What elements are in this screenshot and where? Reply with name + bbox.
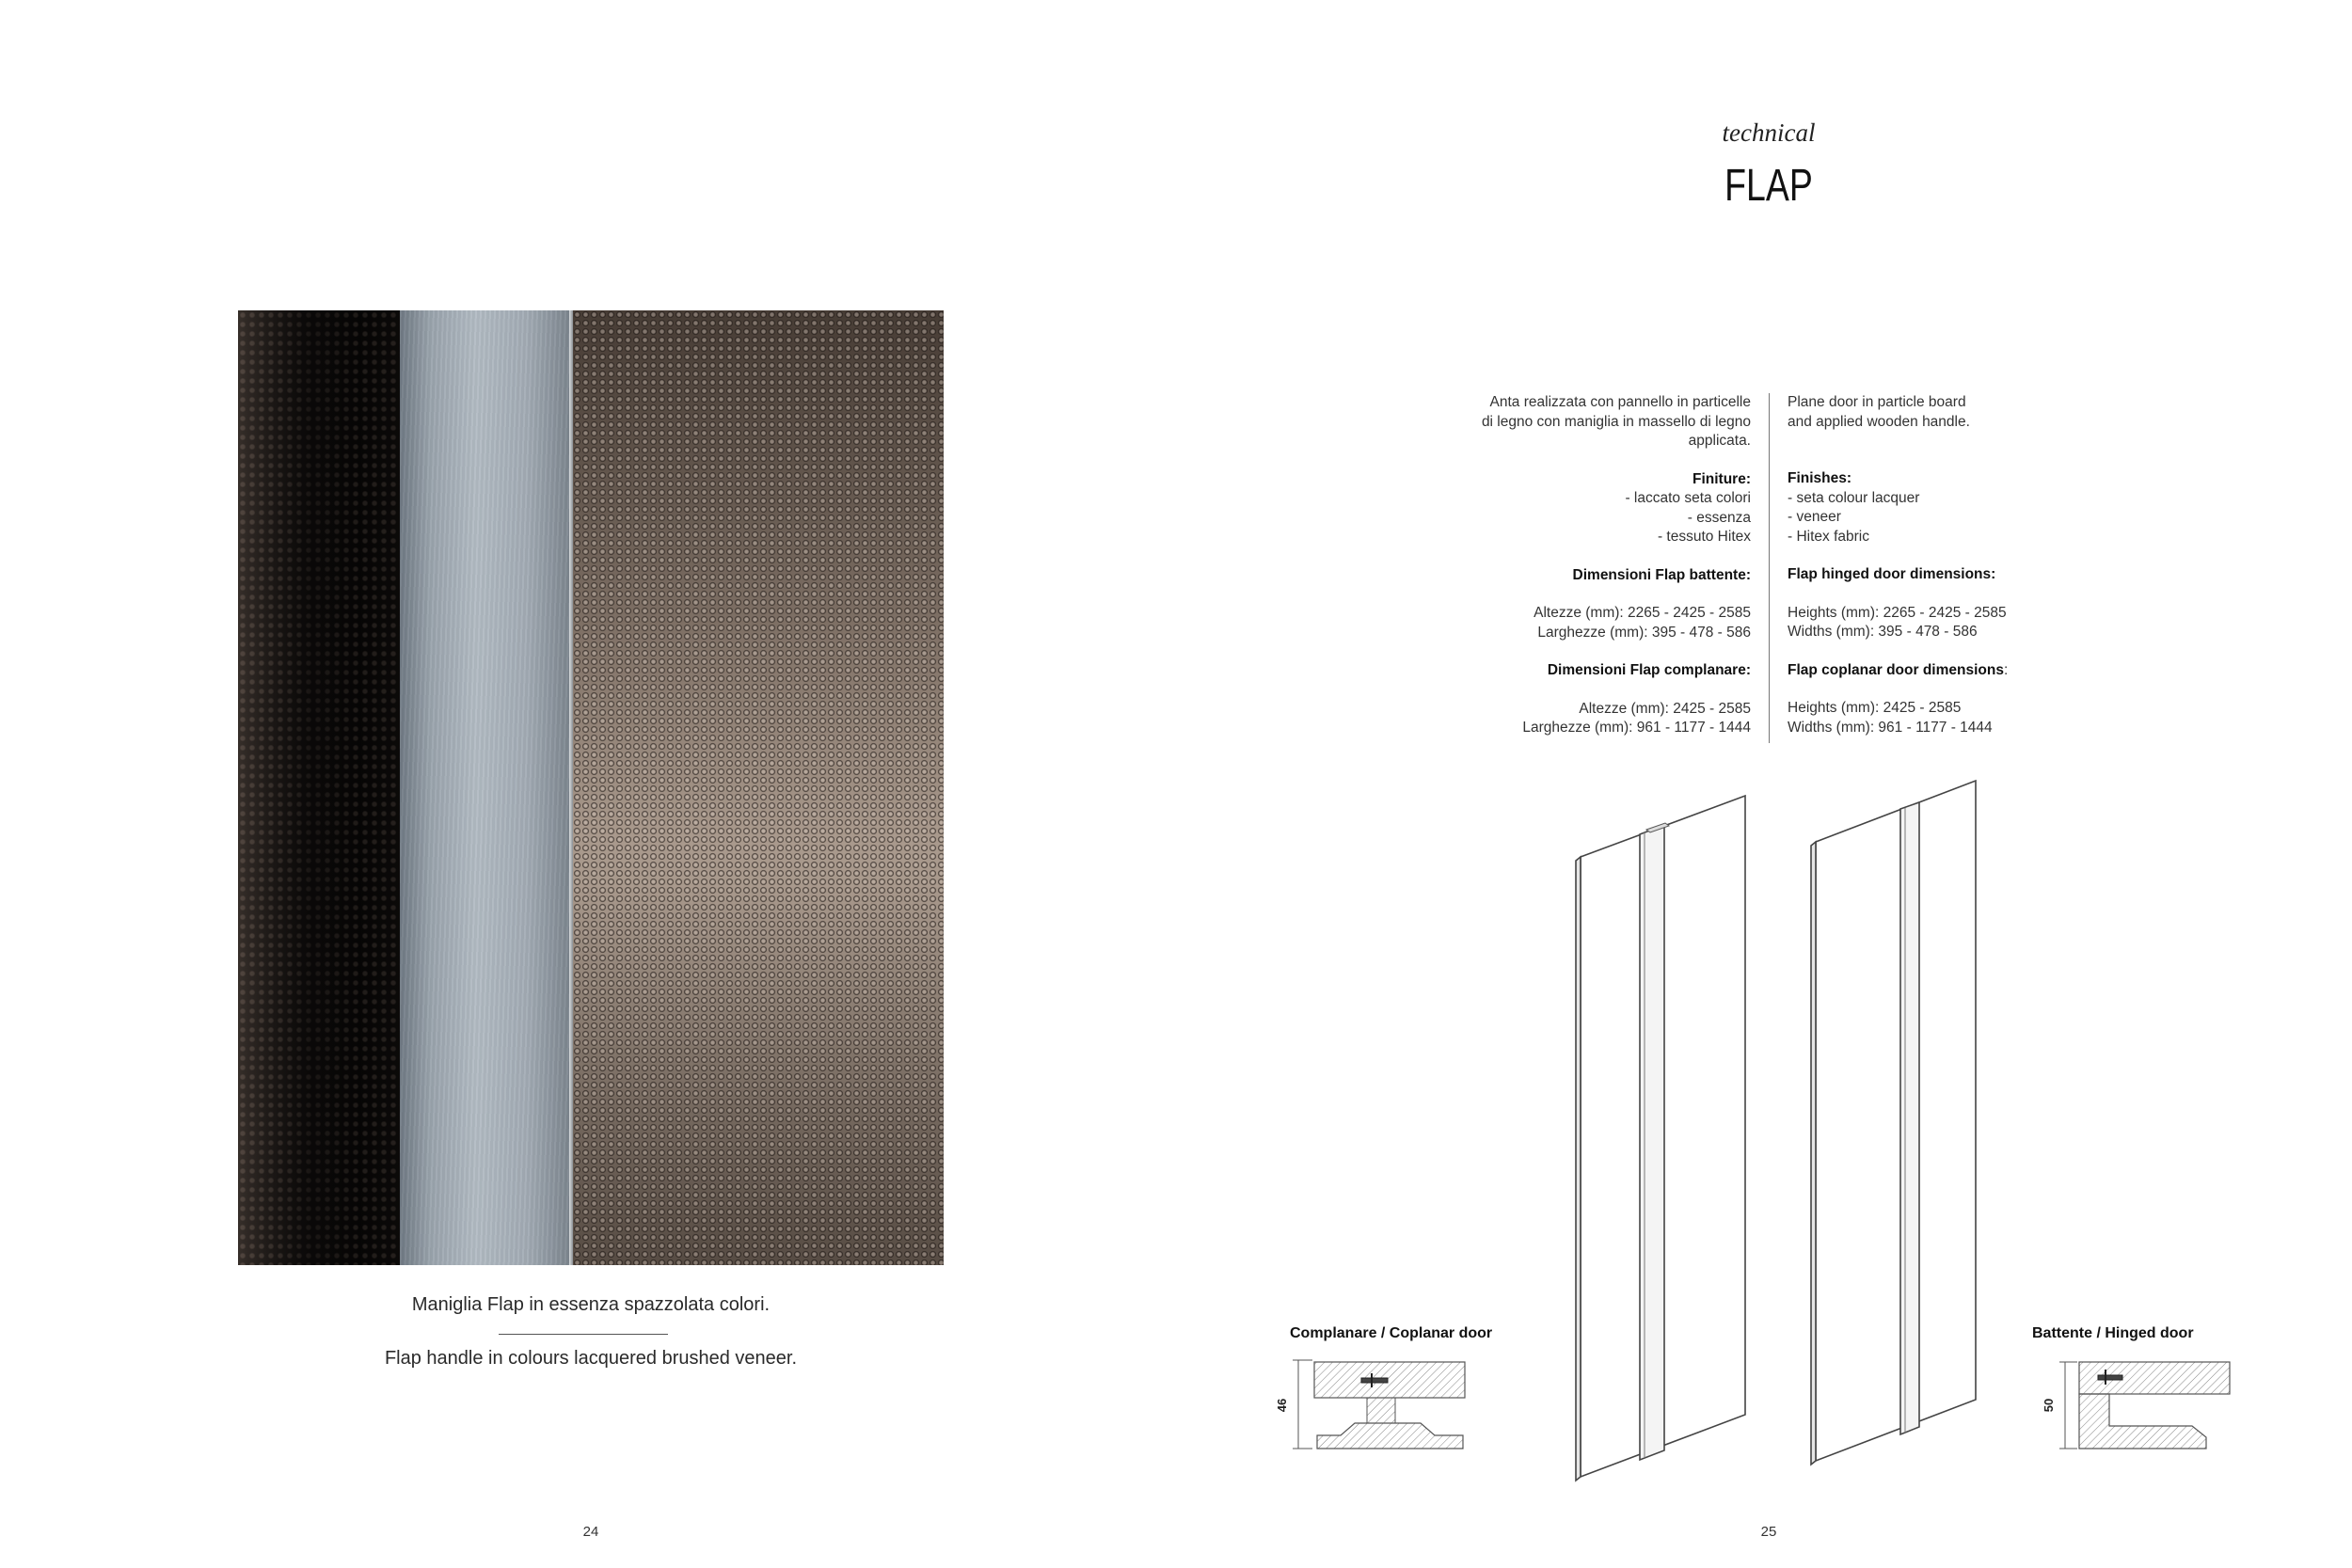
hinged-heights: Altezze (mm): 2265 - 2425 - 2585 (1534, 605, 1751, 621)
finish-item: - Hitex fabric (1788, 528, 1869, 545)
coplanar-heading-text: Flap coplanar door dimensions (1788, 661, 2004, 678)
finish-item: - laccato seta colori (1625, 490, 1751, 506)
page-number-right: 25 (1760, 1524, 1777, 1540)
spec-column-english (1788, 393, 2070, 737)
finish-item: - veneer (1788, 509, 1841, 525)
hinged-dimensions-heading: Flap hinged door dimensions: (1788, 566, 1996, 582)
coplanar-handle (1640, 825, 1664, 1460)
coplanar-widths: Larghezze (mm): 961 - 1177 - 1444 (1522, 720, 1751, 736)
fabric-light-overlay (573, 310, 944, 1265)
finish-item: - tessuto Hitex (1657, 529, 1751, 545)
caption-english: Flap handle in colours lacquered brushed veneer. (384, 1348, 798, 1369)
finish-item: - seta colour lacquer (1788, 489, 1920, 506)
description-line: and applied wooden handle. (1788, 413, 1970, 430)
spec-column-divider (1769, 393, 1770, 743)
description-line: applicata. (1688, 433, 1751, 449)
page-number-left: 24 (582, 1524, 599, 1540)
spec-column-italian (1411, 393, 1751, 738)
coplanar-heights: Heights (mm): 2425 - 2585 (1788, 700, 1962, 716)
coplanar-dimension-value: 46 (1275, 1398, 1289, 1413)
hinged-door-label: Battente / Hinged door (2032, 1325, 2194, 1341)
dark-shadow-overlay (238, 310, 400, 1265)
hinged-dimensions-heading: Dimensioni Flap battente: (1572, 566, 1751, 583)
coplanar-widths: Widths (mm): 961 - 1177 - 1444 (1788, 719, 1993, 736)
coplanar-dimensions-heading: Dimensioni Flap complanare: (1547, 662, 1751, 678)
coplanar-door-edge (1576, 857, 1581, 1481)
coplanar-dimensions-heading (1788, 661, 2070, 681)
door-technical-drawing (1261, 771, 2239, 1486)
section-label: technical (1722, 119, 1816, 147)
page-title: FLAP (1724, 161, 1813, 211)
finishes-heading: Finiture: (1692, 470, 1751, 487)
caption-italian: Maniglia Flap in essenza spazzolata colori. (411, 1294, 771, 1315)
hinged-door-edge (1811, 842, 1816, 1465)
caption-divider (499, 1334, 668, 1335)
description-line: di legno con maniglia in massello di legno (1481, 413, 1751, 430)
description-line: Plane door in particle board (1788, 394, 1966, 410)
hinged-heights: Heights (mm): 2265 - 2425 - 2585 (1788, 604, 2007, 621)
brushed-veneer-handle (400, 310, 569, 1265)
hinged-dimension-value: 50 (2042, 1398, 2056, 1413)
coplanar-door-illustration (1576, 796, 1745, 1481)
coplanar-section-detail (1275, 1360, 1465, 1449)
description-line: Anta realizzata con pannello in particelle (1489, 394, 1751, 410)
hinged-door-leaf (1816, 781, 1976, 1461)
hinged-widths: Larghezze (mm): 395 - 478 - 586 (1537, 624, 1751, 641)
hinged-door-illustration (1811, 781, 1976, 1465)
hinged-handle (1900, 802, 1919, 1434)
coplanar-door-label: Complanare / Coplanar door (1290, 1325, 1493, 1341)
hinged-section-detail (2042, 1362, 2230, 1449)
hinged-widths: Widths (mm): 395 - 478 - 586 (1788, 624, 1978, 640)
flap-handle-photo (238, 310, 944, 1265)
finish-item: - essenza (1687, 509, 1751, 526)
coplanar-heading-colon: : (2003, 661, 2009, 678)
finishes-heading: Finishes: (1788, 470, 1852, 486)
coplanar-heights: Altezze (mm): 2425 - 2585 (1579, 700, 1751, 717)
